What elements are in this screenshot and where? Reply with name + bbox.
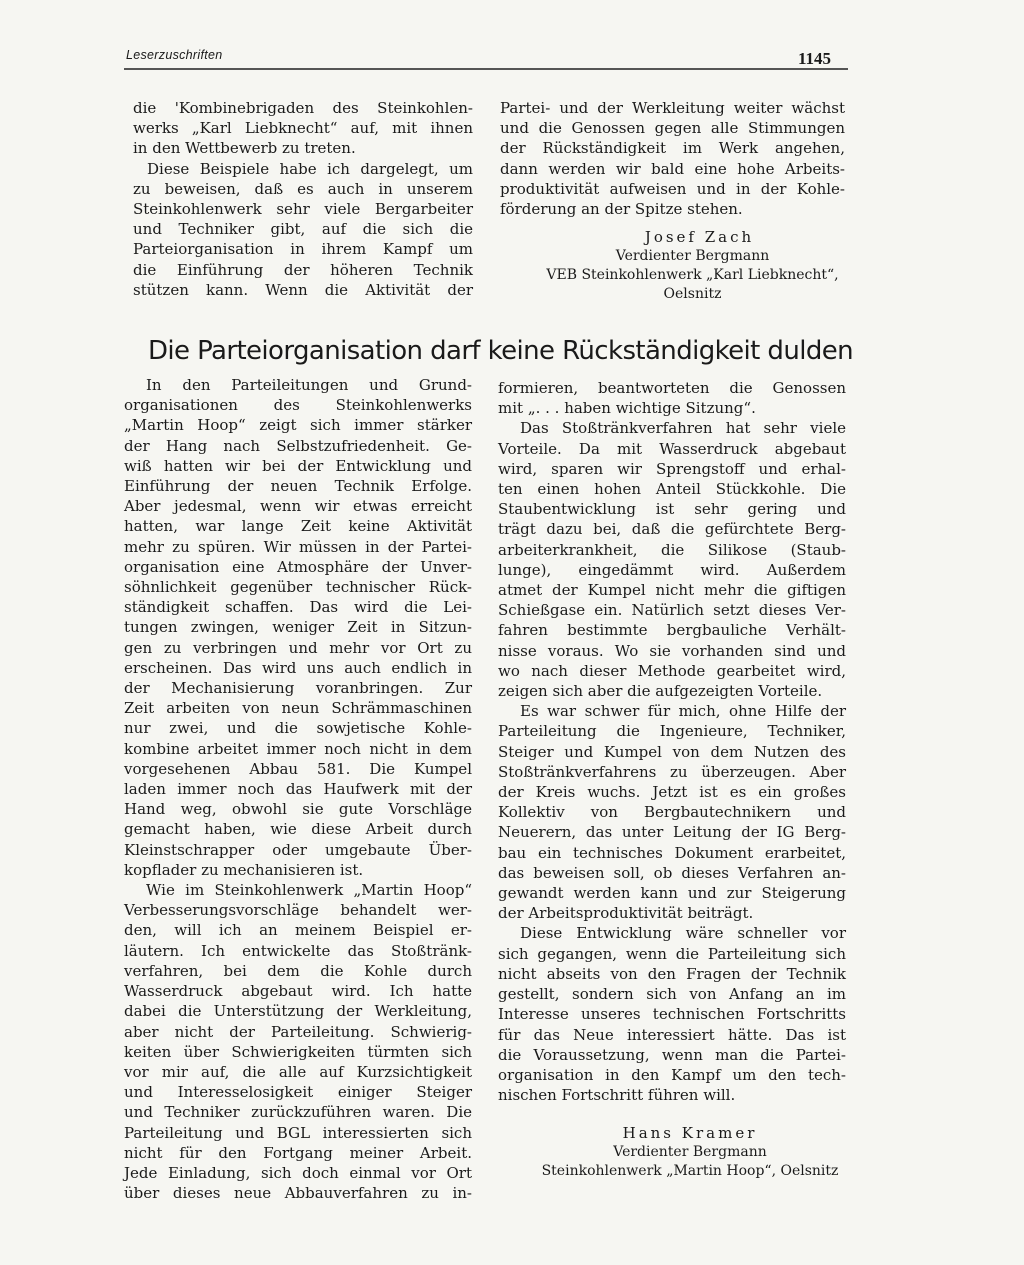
text-line: Einführung der neuen Technik Erfolge. — [124, 477, 472, 496]
author-title: Verdienter Bergmann — [613, 1144, 767, 1160]
text-line: stützen kann. Wenn die Aktivität der — [133, 280, 473, 299]
text-line: die Voraussetzung, wenn man die Partei- — [498, 1045, 846, 1064]
header-rule — [124, 68, 848, 70]
text-line: Schießgase ein. Natürlich setzt dieses Ver- — [498, 601, 846, 620]
text-line: tungen zwingen, weniger Zeit in Sitzun- — [124, 618, 472, 637]
author-org: Steinkohlenwerk „Martin Hoop“, Oelsnitz — [541, 1163, 839, 1179]
author-place: Oelsnitz — [663, 286, 722, 302]
text-line: vor mir auf, die alle auf Kurzsichtigkeit — [124, 1062, 472, 1081]
text-line: Wie im Steinkohlenwerk „Martin Hoop“ — [146, 881, 472, 900]
text-line: keiten über Schwierigkeiten türmten sich — [124, 1042, 472, 1061]
text-line: sich gegangen, wenn die Parteileitung sich — [498, 944, 846, 963]
text-line: läutern. Ich entwickelte das Stoßtränk- — [124, 941, 472, 960]
text-line: Steinkohlenwerk sehr viele Bergarbeiter — [133, 200, 473, 219]
article-right-column — [498, 378, 846, 1105]
signature-hans-kramer — [520, 1124, 860, 1181]
text-line: bau ein technisches Dokument erarbeitet, — [498, 843, 846, 862]
text-line: aber nicht der Parteileitung. Schwierig- — [124, 1022, 472, 1041]
text-line: Stoßtränkverfahrens zu überzeugen. Aber — [498, 762, 846, 781]
section-header: Leserzuschriften — [126, 48, 223, 62]
text-line: gen zu verbringen und mehr vor Ort zu — [124, 638, 472, 657]
signature-josef-zach — [520, 228, 865, 304]
text-line: verfahren, bei dem die Kohle durch — [124, 961, 472, 980]
text-line: Das Stoßtränkverfahren hat sehr viele — [520, 419, 846, 438]
text-line: Neuerern, das unter Leitung der IG Berg- — [498, 823, 846, 842]
text-line: Parteileitung und BGL interessierten sich — [124, 1123, 472, 1142]
text-line: in den Wettbewerb zu treten. — [133, 139, 356, 158]
text-line: nischen Fortschritt führen will. — [498, 1086, 736, 1105]
text-line: „Martin Hoop“ zeigt sich immer stärker — [124, 416, 472, 435]
text-line: der Kreis wuchs. Jetzt ist es ein großes — [498, 783, 846, 802]
text-line: wo nach dieser Methode gearbeitet wird, — [498, 661, 846, 680]
top-right-column — [500, 98, 845, 219]
text-line: fahren bestimmte bergbauliche Verhält- — [498, 621, 846, 640]
text-line: und die Genossen gegen alle Stimmungen — [500, 119, 845, 138]
text-line: die 'Kombinebrigaden des Steinkohlen- — [133, 99, 473, 117]
author-name: Josef Zach — [644, 228, 755, 246]
text-line: Staubentwicklung ist sehr gering und — [498, 500, 846, 519]
text-line: Vorteile. Da mit Wasserdruck abgebaut — [498, 439, 846, 458]
text-line: formieren, beantworteten die Genossen — [498, 379, 846, 397]
text-line: Wasserdruck abgebaut wird. Ich hatte — [124, 982, 472, 1001]
text-line: den, will ich an meinem Beispiel er- — [124, 921, 472, 940]
author-name: Hans Kramer — [622, 1124, 758, 1142]
text-line: lunge), eingedämmt wird. Außerdem — [498, 560, 846, 579]
text-line: produktivität aufweisen und in der Kohle- — [500, 179, 845, 198]
text-line: Steiger und Kumpel von dem Nutzen des — [498, 742, 846, 761]
text-line: der Mechanisierung voranbringen. Zur — [124, 679, 472, 698]
text-line: ten einen hohen Anteil Stückkohle. Die — [498, 480, 846, 499]
text-line: gewandt werden kann und zur Steigerung — [498, 884, 846, 903]
text-line: organisation eine Atmosphäre der Unver- — [124, 557, 472, 576]
text-line: Kollektiv von Bergbautechnikern und — [498, 803, 846, 822]
text-line: söhnlichkeit gegenüber technischer Rück- — [124, 578, 472, 597]
text-line: Aber jedesmal, wenn wir etwas erreicht — [124, 497, 472, 516]
text-line: wird, sparen wir Sprengstoff und erhal- — [498, 459, 846, 478]
text-line: Zeit arbeiten von neun Schrämmaschinen — [124, 699, 472, 718]
text-line: organisation in den Kampf um den tech- — [498, 1065, 846, 1084]
text-line: für das Neue interessiert hätte. Das ist — [498, 1025, 846, 1044]
text-line: vorgesehenen Abbau 581. Die Kumpel — [124, 759, 472, 778]
text-line: Hand weg, obwohl sie gute Vorschläge — [124, 800, 472, 819]
text-line: über dieses neue Abbauverfahren zu in- — [124, 1184, 472, 1203]
text-line: organisationen des Steinkohlenwerks — [124, 396, 472, 415]
text-line: kopflader zu mechanisieren ist. — [124, 860, 364, 879]
text-line: der Hang nach Selbstzufriedenheit. Ge- — [124, 436, 472, 455]
text-line: laden immer noch das Haufwerk mit der — [124, 780, 472, 799]
text-line: Diese Entwicklung wäre schneller vor — [520, 924, 846, 943]
article-headline: Die Parteiorganisation darf keine Rückständigkeit dulden — [148, 336, 854, 366]
text-line: mehr zu spüren. Wir müssen in der Partei- — [124, 537, 472, 556]
text-line: kombine arbeitet immer noch nicht in dem — [124, 739, 472, 758]
text-line: arbeiterkrankheit, die Silikose (Staub- — [498, 540, 846, 559]
text-line: dabei die Unterstützung der Werkleitung, — [124, 1002, 472, 1021]
text-line: Parteiorganisation in ihrem Kampf um — [133, 240, 473, 259]
text-line: atmet der Kumpel nicht mehr die giftigen — [498, 581, 846, 600]
text-line: und Interesselosigkeit einiger Steiger — [124, 1083, 472, 1102]
text-line: nicht für den Fortgang meiner Arbeit. — [124, 1143, 472, 1162]
text-line: zeigen sich aber die aufgezeigten Vorteile. — [498, 682, 823, 701]
top-left-column — [133, 98, 473, 300]
text-line: Interesse unseres technischen Fortschritts — [498, 1005, 846, 1024]
text-line: Jede Einladung, sich doch einmal vor Ort — [124, 1163, 472, 1182]
text-line: gestellt, sondern sich von Anfang an im — [498, 985, 846, 1004]
text-line: förderung an der Spitze stehen. — [500, 200, 743, 219]
text-line: In den Parteileitungen und Grund- — [146, 376, 472, 394]
text-line: wiß hatten wir bei der Entwicklung und — [124, 456, 472, 475]
text-line: Es war schwer für mich, ohne Hilfe der — [520, 702, 846, 721]
text-line: Parteileitung die Ingenieure, Techniker, — [498, 722, 846, 741]
text-line: gemacht haben, wie diese Arbeit durch — [124, 820, 472, 839]
text-line: nur zwei, und die sowjetische Kohle- — [124, 719, 472, 738]
text-line: und Techniker zurückzuführen waren. Die — [124, 1103, 472, 1122]
text-line: nisse voraus. Wo sie vorhanden sind und — [498, 641, 846, 660]
text-line: Partei- und der Werkleitung weiter wächst — [500, 99, 845, 117]
text-line: werks „Karl Liebknecht“ auf, mit ihnen — [133, 119, 473, 138]
text-line: dann werden wir bald eine hohe Arbeits- — [500, 159, 845, 178]
page-number: 1145 — [798, 49, 832, 68]
text-line: nicht abseits von den Fragen der Technik — [498, 964, 846, 983]
text-line: und Techniker gibt, auf die sich die — [133, 220, 473, 239]
text-line: mit „. . . haben wichtige Sitzung“. — [498, 399, 756, 418]
text-line: erscheinen. Das wird uns auch endlich in — [124, 658, 472, 677]
text-line: ständigkeit schaffen. Das wird die Lei- — [124, 598, 472, 617]
text-line: Kleinstschrapper oder umgebaute Über- — [124, 840, 472, 859]
text-line: Diese Beispiele habe ich dargelegt, um — [147, 159, 473, 178]
text-line: zu beweisen, daß es auch in unserem — [133, 179, 473, 198]
text-line: der Arbeitsproduktivität beiträgt. — [498, 904, 754, 923]
article-left-column — [124, 375, 472, 1203]
text-line: die Einführung der höheren Technik — [133, 260, 473, 279]
text-line: hatten, war lange Zeit keine Aktivität — [124, 517, 472, 536]
text-line: trägt dazu bei, daß die gefürchtete Berg- — [498, 520, 846, 539]
author-title: Verdienter Bergmann — [615, 248, 770, 264]
author-org: VEB Steinkohlenwerk „Karl Liebknecht“, — [546, 267, 839, 283]
text-line: Verbesserungsvorschläge behandelt wer- — [124, 901, 472, 920]
text-line: der Rückständigkeit im Werk angehen, — [500, 139, 845, 158]
text-line: das beweisen soll, ob dieses Verfahren an- — [498, 863, 846, 882]
